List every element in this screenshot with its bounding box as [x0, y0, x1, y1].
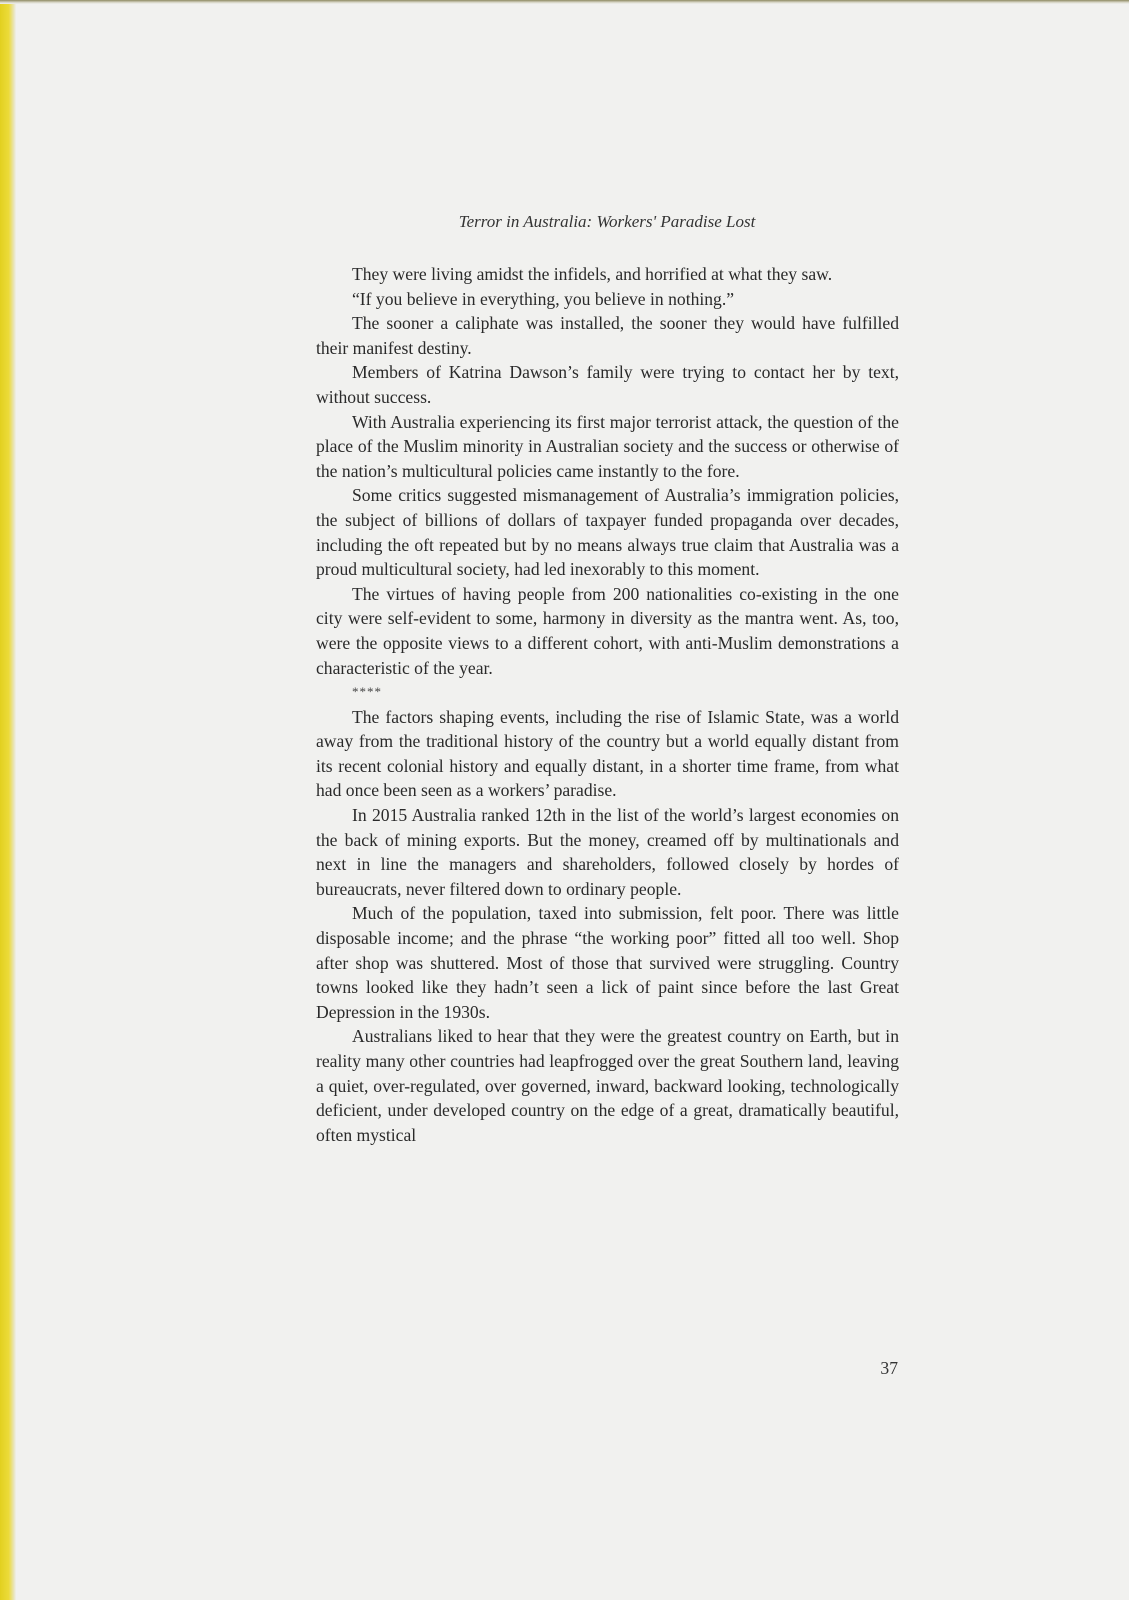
paragraph: They were living amidst the infidels, and horrified at what they saw. [352, 264, 833, 284]
paragraph: The factors shaping events, including the rise of Islamic State, was a world away from the traditional history of the country but a world equally distant from its recent colonial history and equally distant, in a shorter time frame, from what had once been seen as a workers’ paradise. [316, 706, 899, 801]
section-break: **** [352, 684, 382, 700]
scan-top-edge [0, 0, 1129, 4]
scan-edge [0, 0, 16, 1600]
paragraph: The virtues of having people from 200 nationalities co-existing in the one city were self-evident to some, harmony in diversity as the mantra went. As, too, were the opposite views to a different cohort, with anti-Muslim demonstrations a characteristic of the year. [316, 583, 899, 678]
paragraph: Much of the population, taxed into submission, felt poor. There was little disposable income; and the phrase “the working poor” fitted all too well. Shop after shop was shuttered. Most of those that survived were struggling. Country towns looked like they hadn’t seen a lick of paint since before the last Great Depression in the 1930s. [316, 903, 899, 1022]
paragraph: Members of Katrina Dawson’s family were trying to contact her by text, without success. [316, 362, 899, 407]
paragraph: “If you believe in everything, you believe in nothing.” [352, 288, 735, 309]
paragraph: With Australia experiencing its first major terrorist attack, the question of the place of the Muslim minority in Australian society and the success or otherwise of the nation’s multicultural policies came instantly to the fore. [316, 411, 899, 481]
paragraph: Some critics suggested mismanagement of Australia’s immigration policies, the subject of billions of dollars of taxpayer funded propaganda over decades, including the oft repeated but by no means always true claim that Australia was a proud multicultural society, had led inexorably to this moment. [316, 485, 899, 580]
body-text [316, 262, 899, 1147]
page-number: 37 [880, 1358, 898, 1378]
paragraph: Australians liked to hear that they were the greatest country on Earth, but in reality many other countries had leapfrogged over the great Southern land, leaving a quiet, over-regulated, over governed, inward, backward looking, technologically deficient, under developed country on the edge of a great, dramatically beautiful, often mystical [316, 1026, 899, 1145]
running-header: Terror in Australia: Workers' Paradise Lost [458, 212, 756, 231]
paragraph: The sooner a caliphate was installed, the sooner they would have fulfilled their manifest destiny. [316, 313, 899, 358]
paragraph: In 2015 Australia ranked 12th in the list of the world’s largest economies on the back of mining exports. But the money, creamed off by multinationals and next in line the managers and shareholders, followed closely by hordes of bureaucrats, never filtered down to ordinary people. [316, 805, 899, 899]
